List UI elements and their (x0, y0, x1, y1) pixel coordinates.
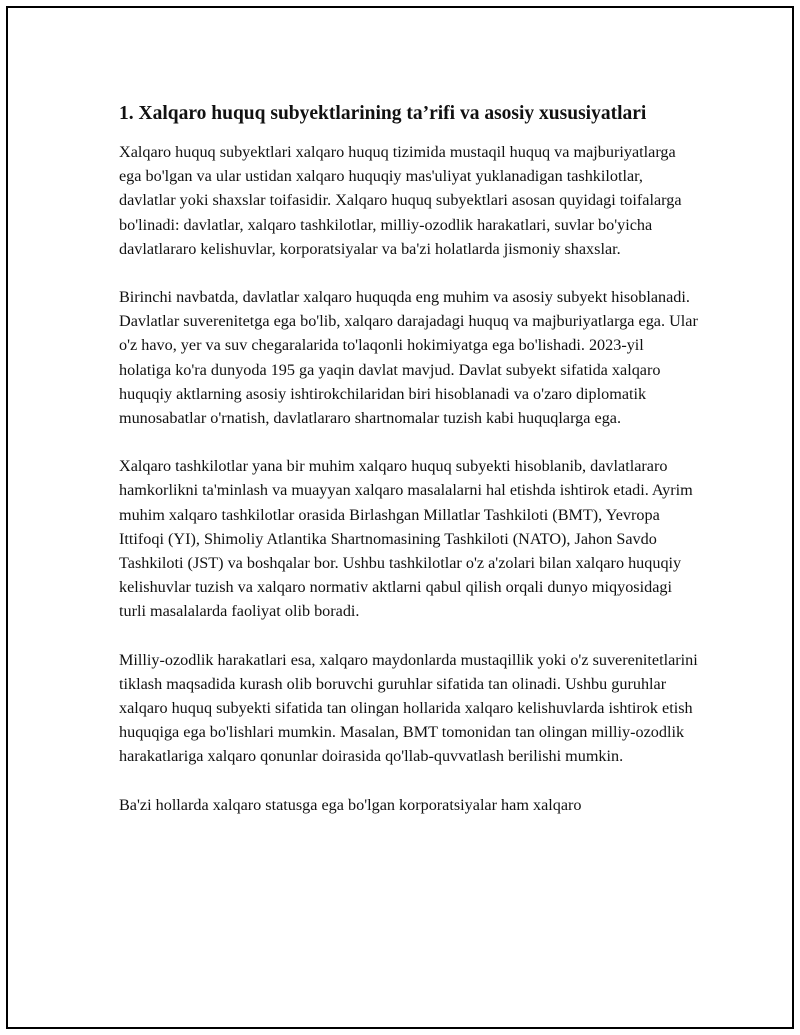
paragraph-liberation-movements: Milliy-ozodlik harakatlari esa, xalqaro maydonlarda mustaqillik yoki o'z suverenitetlarini tiklash maqsadida kurash olib boruvchi guruhlar sifatida tan olinadi. Ushbu guruhlar xalqaro huquq subyekti sifatida tan olingan hollarida xalqaro kelishuvlarda ishtirok etish huquqiga ega bo'lishlari mumkin. Masalan, BMT tomonidan tan olingan milliy-ozodlik harakatlariga xalqaro qonunlar doirasida qo'llab-quvvatlash berilishi mumkin. (119, 650, 698, 766)
page-frame (6, 6, 794, 1029)
document-body (119, 100, 699, 841)
paragraph-definition: Xalqaro huquq subyektlari xalqaro huquq tizimida mustaqil huquq va majburiyatlarga ega bo'lgan va ular ustidan xalqaro huquqiy mas'uliyat yuklanadigan tashkilotlar, davlatlar yoki shaxslar toifasidir. Xalqaro huquq subyektlari asosan quyidagi toifalarga bo'linadi: davlatlar, xalqaro tashkilotlar, milliy-ozodlik harakatlari, suvlar bo'yicha davlatlararo kelishuvlar, korporatsiyalar va ba'zi holatlarda jismoniy shaxslar. (119, 143, 682, 258)
paragraph-international-organizations: Xalqaro tashkilotlar yana bir muhim xalqaro huquq subyekti hisoblanib, davlatlararo hamkorlikni ta'minlash va muayyan xalqaro masalalarni hal etishda ishtirok etadi. Ayrim muhim xalqaro tashkilotlar orasida Birlashgan Millatlar Tashkiloti (BMT), Yevropa Ittifoqi (YI), Shimoliy Atlantika Shartnomasining Tashkiloti (NATO), Jahon Savdo Tashkiloti (JST) va boshqalar bor. Ushbu tashkilotlar o'z a'zolari bilan xalqaro huquqiy kelishuvlar tuzish va xalqaro normativ aktlarni qabul qilish orqali dunyo miqyosidagi turli masalalarda faoliyat olib boradi. (119, 457, 693, 621)
section-heading: 1. Xalqaro huquq subyektlarining ta’rifi va asosiy xususiyatlari (119, 103, 647, 124)
paragraph-states: Birinchi navbatda, davlatlar xalqaro huquqda eng muhim va asosiy subyekt hisoblanadi. Davlatlar suverenitetga ega bo'lib, xalqaro darajadagi huquq va majburiyatlarga ega. Ular o'z havo, yer va suv chegaralarida to'laqonli hokimiyatga ega bo'lishadi. 2023-yil holatiga ko'ra dunyoda 195 ga yaqin davlat mavjud. Davlat subyekt sifatida xalqaro huquqiy aktlarning asosiy ishtirokchilaridan biri hisoblanadi va o'zaro diplomatik munosabatlar o'rnatish, davlatlararo shartnomalar tuzish kabi huquqlarga ega. (119, 288, 698, 428)
paragraph-corporations: Ba'zi hollarda xalqaro statusga ega bo'lgan korporatsiyalar ham xalqaro (119, 795, 582, 814)
